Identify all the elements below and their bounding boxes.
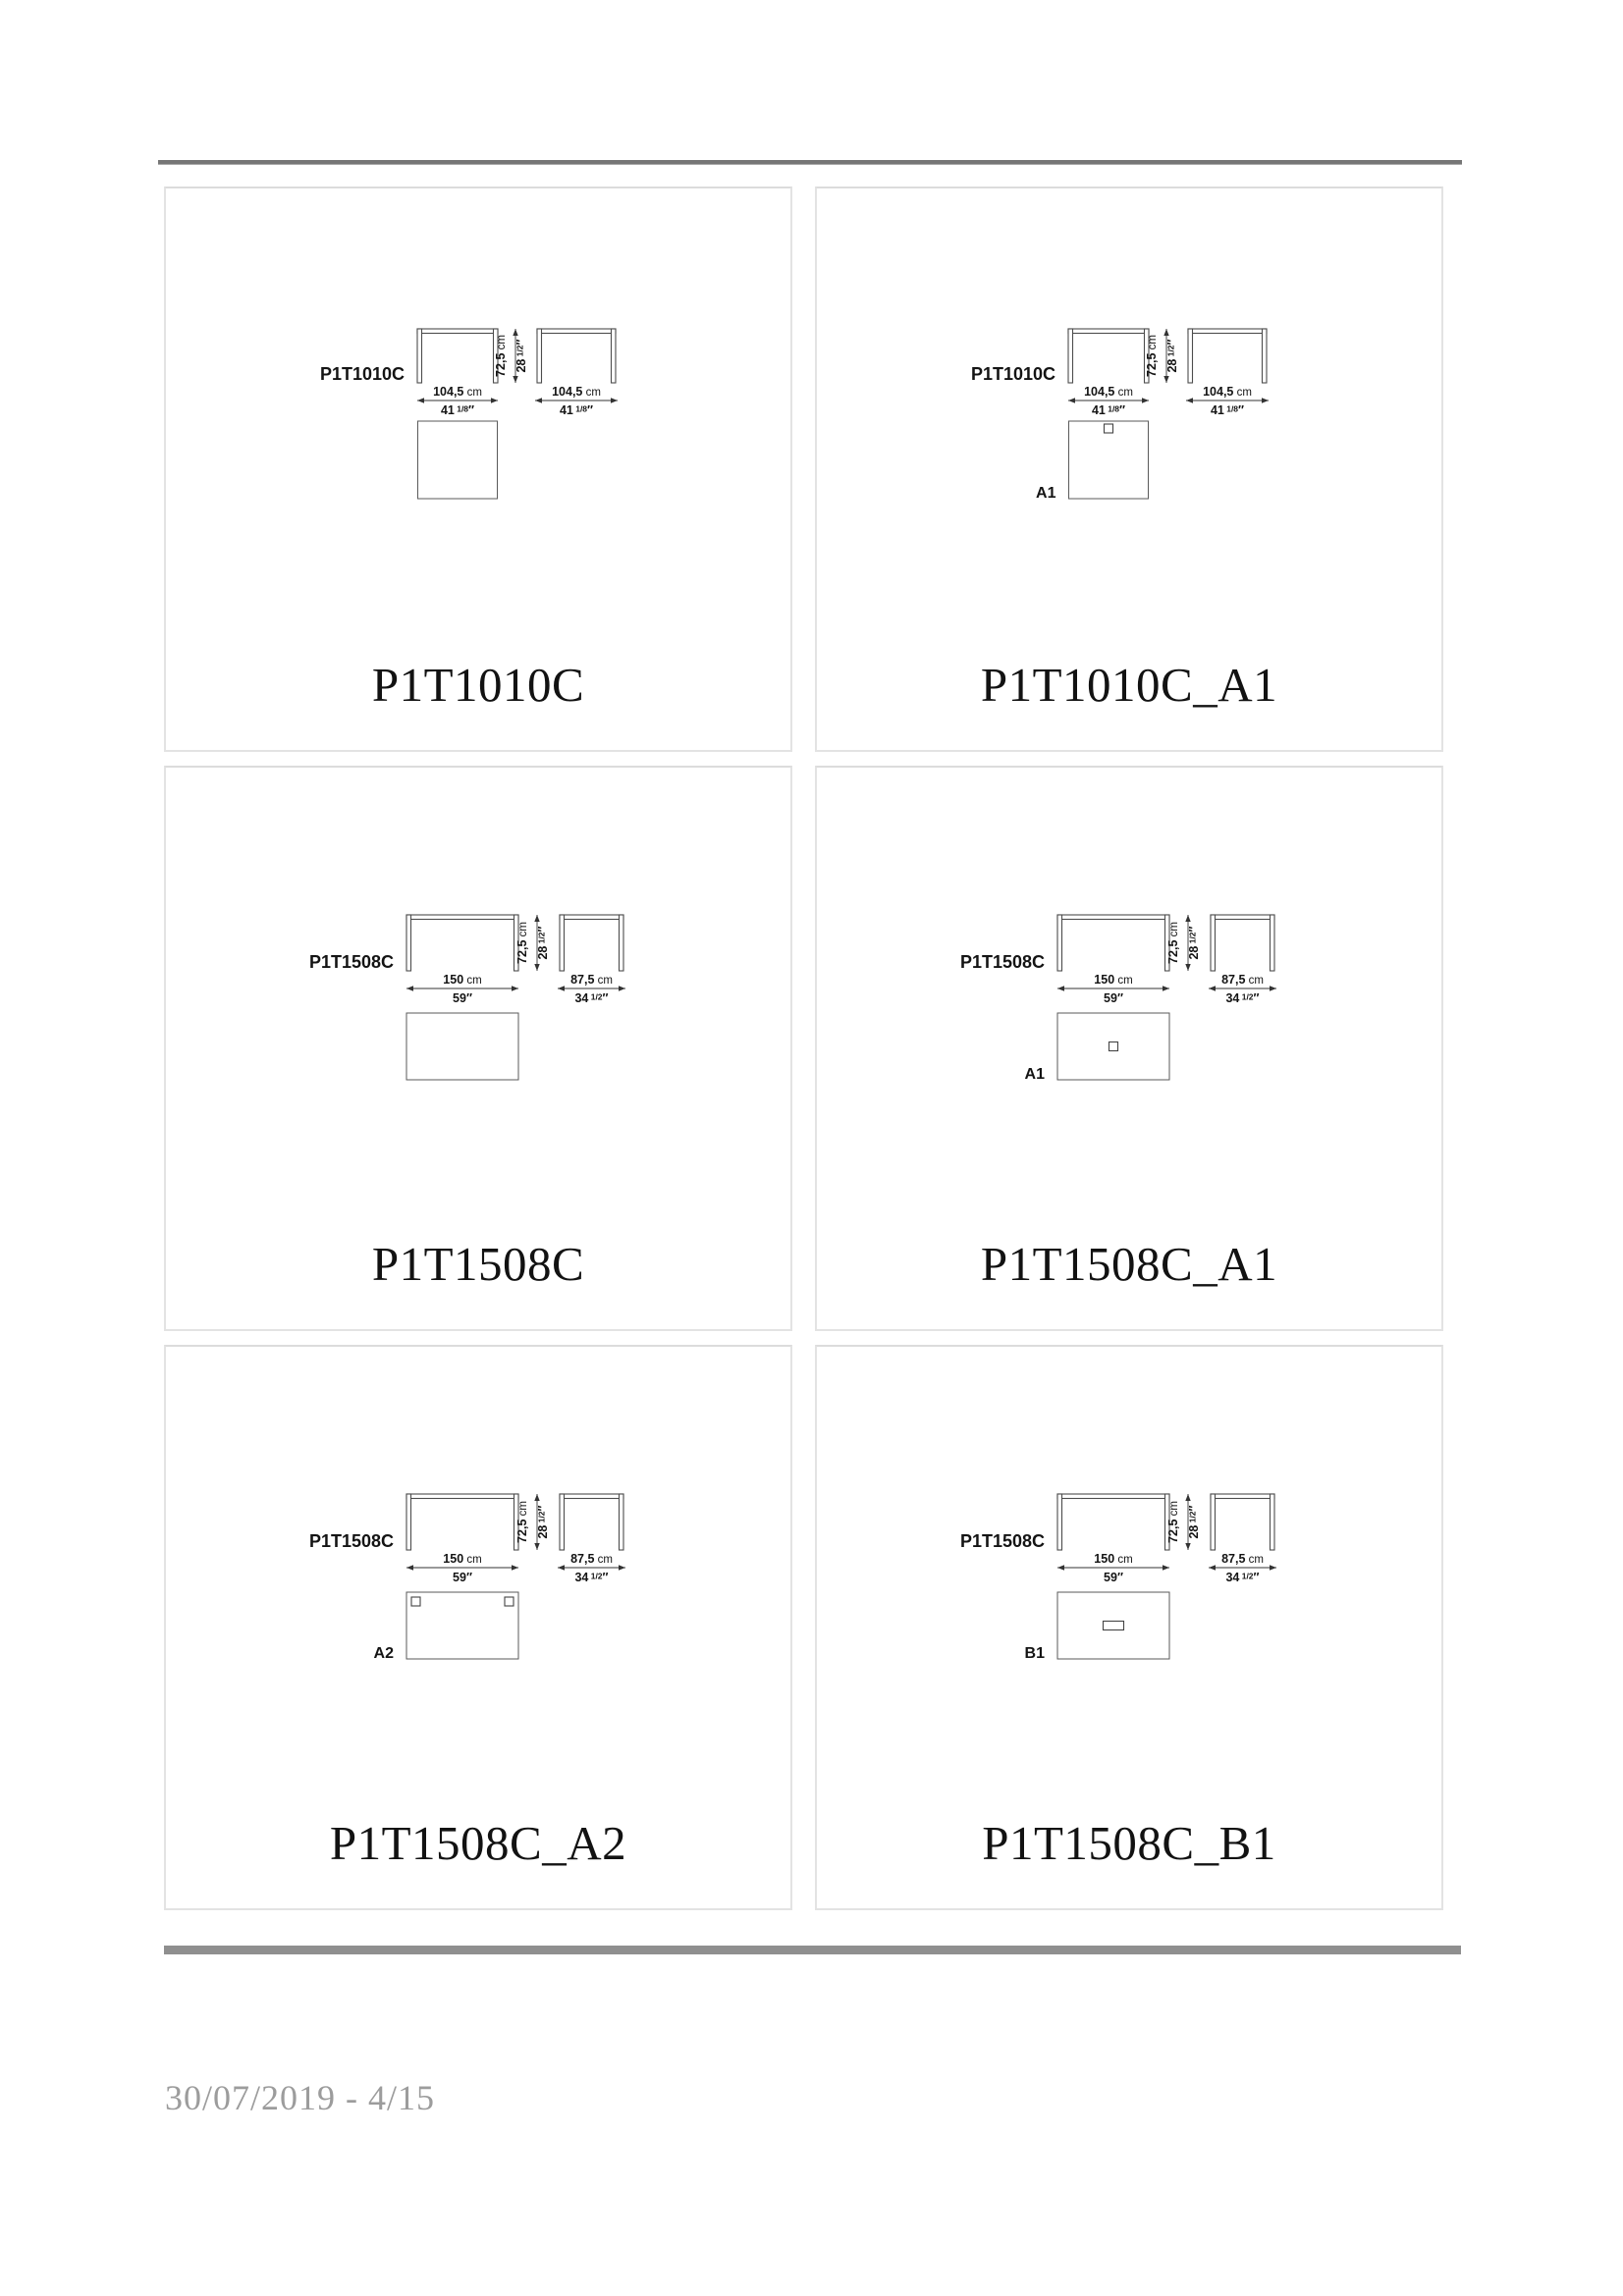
- side-depth-dim-arrow-left: [1209, 1565, 1216, 1570]
- side-depth-dim-arrow-left: [1186, 398, 1193, 402]
- side-depth-dim-cm-label: 104,5 cm: [552, 385, 601, 399]
- front-width-dim-arrow-left: [1057, 986, 1064, 990]
- product-cell: [164, 766, 792, 1331]
- variant-label: A2: [373, 1645, 394, 1662]
- front-width-dim-cm-label: 150 cm: [443, 973, 482, 987]
- front-view-left-leg: [417, 329, 422, 383]
- front-width-dim-arrow-left: [1057, 1565, 1064, 1570]
- side-depth-dim-inch-label: 41 $^{1/8}$″: [559, 403, 594, 417]
- height-dim-inch-label: 28 $^{1/2}$″: [1187, 1505, 1201, 1539]
- height-dim-cm-label: 72,5 cm: [494, 335, 508, 377]
- product-cell: [164, 1345, 792, 1910]
- product-code-label: P1T1010C: [970, 364, 1055, 384]
- front-width-dim-inch-label: 41 $^{1/8}$″: [440, 403, 475, 417]
- front-width-dim-cm-label: 104,5 cm: [1084, 385, 1133, 399]
- front-width-dim-inch-label: 59″: [453, 1571, 472, 1584]
- front-width-dim-arrow-left: [406, 1565, 413, 1570]
- footer-date-page: 30/07/2019 - 4/15: [165, 2078, 435, 2117]
- side-depth-dim-arrow-left: [558, 1565, 565, 1570]
- side-depth-dim-inch-label: 34 $^{1/2}$″: [1225, 1571, 1260, 1584]
- front-view-left-leg: [1068, 329, 1073, 383]
- front-view-left-leg: [406, 915, 411, 971]
- front-width-dim-inch-label: 59″: [453, 991, 472, 1005]
- front-view-tabletop: [1057, 1494, 1169, 1499]
- variant-label: A1: [1024, 1066, 1045, 1083]
- product-caption: P1T1508C: [371, 1237, 585, 1291]
- side-depth-dim-arrow-left: [535, 398, 542, 402]
- product-caption: P1T1010C_A1: [980, 658, 1278, 712]
- product-caption: P1T1508C_A2: [329, 1816, 627, 1870]
- side-view-right-leg: [620, 1494, 624, 1550]
- height-dim-arrow-bottom: [1163, 376, 1168, 383]
- side-depth-dim-arrow-left: [1209, 986, 1216, 990]
- front-width-dim-inch-label: 59″: [1104, 1571, 1123, 1584]
- height-dim-arrow-top: [513, 329, 517, 336]
- cable-hole-1: [1105, 424, 1113, 433]
- top-view: [406, 1013, 518, 1080]
- side-depth-dim-cm-label: 87,5 cm: [570, 973, 613, 987]
- side-view-tabletop: [560, 915, 623, 920]
- top-view: [418, 421, 498, 499]
- front-width-dim-arrow-right: [1142, 398, 1149, 402]
- cable-hole-1: [411, 1597, 420, 1606]
- side-depth-dim-arrow-right: [611, 398, 618, 402]
- front-width-dim-arrow-left: [406, 986, 413, 990]
- height-dim-arrow-top: [534, 915, 539, 922]
- side-view-tabletop: [560, 1494, 623, 1499]
- height-dim-cm-label: 72,5 cm: [1166, 922, 1180, 964]
- side-view-tabletop: [1188, 329, 1267, 334]
- front-view-left-leg: [406, 1494, 411, 1550]
- product-code-label: P1T1508C: [308, 1531, 394, 1551]
- top-view: [406, 1592, 518, 1659]
- side-view-right-leg: [1263, 329, 1268, 383]
- height-dim-arrow-bottom: [534, 1543, 539, 1550]
- side-view-left-leg: [1211, 915, 1216, 971]
- product-cell: [164, 187, 792, 752]
- product-cell: [815, 187, 1443, 752]
- height-dim-inch-label: 28 $^{1/2}$″: [536, 926, 550, 960]
- front-view-tabletop: [417, 329, 498, 334]
- product-code-label: P1T1010C: [319, 364, 405, 384]
- cable-hole-1: [1104, 1622, 1124, 1630]
- front-width-dim-cm-label: 104,5 cm: [433, 385, 482, 399]
- front-width-dim-inch-label: 59″: [1104, 991, 1123, 1005]
- front-width-dim-arrow-left: [417, 398, 424, 402]
- front-width-dim-arrow-right: [512, 986, 518, 990]
- front-view-tabletop: [1057, 915, 1169, 920]
- front-width-dim-arrow-right: [1163, 986, 1169, 990]
- front-view-tabletop: [406, 1494, 518, 1499]
- side-view-left-leg: [537, 329, 542, 383]
- height-dim-arrow-top: [1163, 329, 1168, 336]
- height-dim-arrow-bottom: [513, 376, 517, 383]
- height-dim-cm-label: 72,5 cm: [515, 1501, 529, 1543]
- front-width-dim-arrow-right: [1163, 1565, 1169, 1570]
- height-dim-arrow-top: [534, 1494, 539, 1501]
- side-view-tabletop: [1211, 915, 1274, 920]
- height-dim-cm-label: 72,5 cm: [1145, 335, 1159, 377]
- side-depth-dim-arrow-right: [1262, 398, 1269, 402]
- height-dim-inch-label: 28 $^{1/2}$″: [536, 1505, 550, 1539]
- product-caption: P1T1010C: [371, 658, 585, 712]
- product-caption: P1T1508C_A1: [980, 1237, 1278, 1291]
- product-grid: [164, 187, 1443, 1910]
- height-dim-cm-label: 72,5 cm: [1166, 1501, 1180, 1543]
- front-width-dim-arrow-right: [491, 398, 498, 402]
- side-depth-dim-cm-label: 87,5 cm: [1221, 973, 1264, 987]
- variant-label: A1: [1036, 485, 1056, 502]
- bottom-rule: [164, 1946, 1461, 1954]
- side-depth-dim-inch-label: 34 $^{1/2}$″: [574, 1571, 609, 1584]
- height-dim-arrow-top: [1185, 915, 1190, 922]
- side-view-tabletop: [1211, 1494, 1274, 1499]
- height-dim-cm-label: 72,5 cm: [515, 922, 529, 964]
- side-depth-dim-cm-label: 87,5 cm: [1221, 1552, 1264, 1566]
- height-dim-arrow-top: [1185, 1494, 1190, 1501]
- side-depth-dim-inch-label: 41 $^{1/8}$″: [1210, 403, 1245, 417]
- front-view-tabletop: [1068, 329, 1149, 334]
- side-view-tabletop: [537, 329, 616, 334]
- side-view-left-leg: [1211, 1494, 1216, 1550]
- product-cell: [815, 1345, 1443, 1910]
- side-depth-dim-arrow-left: [558, 986, 565, 990]
- side-depth-dim-cm-label: 104,5 cm: [1203, 385, 1252, 399]
- side-depth-dim-inch-label: 34 $^{1/2}$″: [574, 991, 609, 1005]
- front-width-dim-inch-label: 41 $^{1/8}$″: [1091, 403, 1126, 417]
- side-depth-dim-arrow-right: [619, 986, 625, 990]
- front-width-dim-cm-label: 150 cm: [1094, 973, 1133, 987]
- side-view-right-leg: [620, 915, 624, 971]
- product-code-label: P1T1508C: [959, 1531, 1045, 1551]
- side-view-left-leg: [1188, 329, 1193, 383]
- front-width-dim-cm-label: 150 cm: [443, 1552, 482, 1566]
- product-cell: [815, 766, 1443, 1331]
- front-width-dim-arrow-right: [512, 1565, 518, 1570]
- side-depth-dim-inch-label: 34 $^{1/2}$″: [1225, 991, 1260, 1005]
- front-view-tabletop: [406, 915, 518, 920]
- front-width-dim-cm-label: 150 cm: [1094, 1552, 1133, 1566]
- side-depth-dim-arrow-right: [1270, 1565, 1276, 1570]
- side-view-left-leg: [560, 1494, 565, 1550]
- side-depth-dim-arrow-right: [619, 1565, 625, 1570]
- side-view-left-leg: [560, 915, 565, 971]
- cable-hole-1: [1109, 1042, 1118, 1051]
- product-caption: P1T1508C_B1: [982, 1816, 1276, 1870]
- height-dim-inch-label: 28 $^{1/2}$″: [1187, 926, 1201, 960]
- front-width-dim-arrow-left: [1068, 398, 1075, 402]
- top-rule: [158, 160, 1462, 165]
- height-dim-inch-label: 28 $^{1/2}$″: [514, 339, 528, 373]
- side-depth-dim-arrow-right: [1270, 986, 1276, 990]
- side-view-right-leg: [612, 329, 617, 383]
- side-view-right-leg: [1271, 1494, 1275, 1550]
- cable-hole-2: [505, 1597, 514, 1606]
- side-view-right-leg: [1271, 915, 1275, 971]
- front-view-left-leg: [1057, 1494, 1062, 1550]
- product-code-label: P1T1508C: [959, 952, 1045, 972]
- height-dim-arrow-bottom: [534, 964, 539, 971]
- side-depth-dim-cm-label: 87,5 cm: [570, 1552, 613, 1566]
- variant-label: B1: [1024, 1645, 1045, 1662]
- height-dim-arrow-bottom: [1185, 1543, 1190, 1550]
- product-code-label: P1T1508C: [308, 952, 394, 972]
- height-dim-inch-label: 28 $^{1/2}$″: [1165, 339, 1179, 373]
- front-view-left-leg: [1057, 915, 1062, 971]
- height-dim-arrow-bottom: [1185, 964, 1190, 971]
